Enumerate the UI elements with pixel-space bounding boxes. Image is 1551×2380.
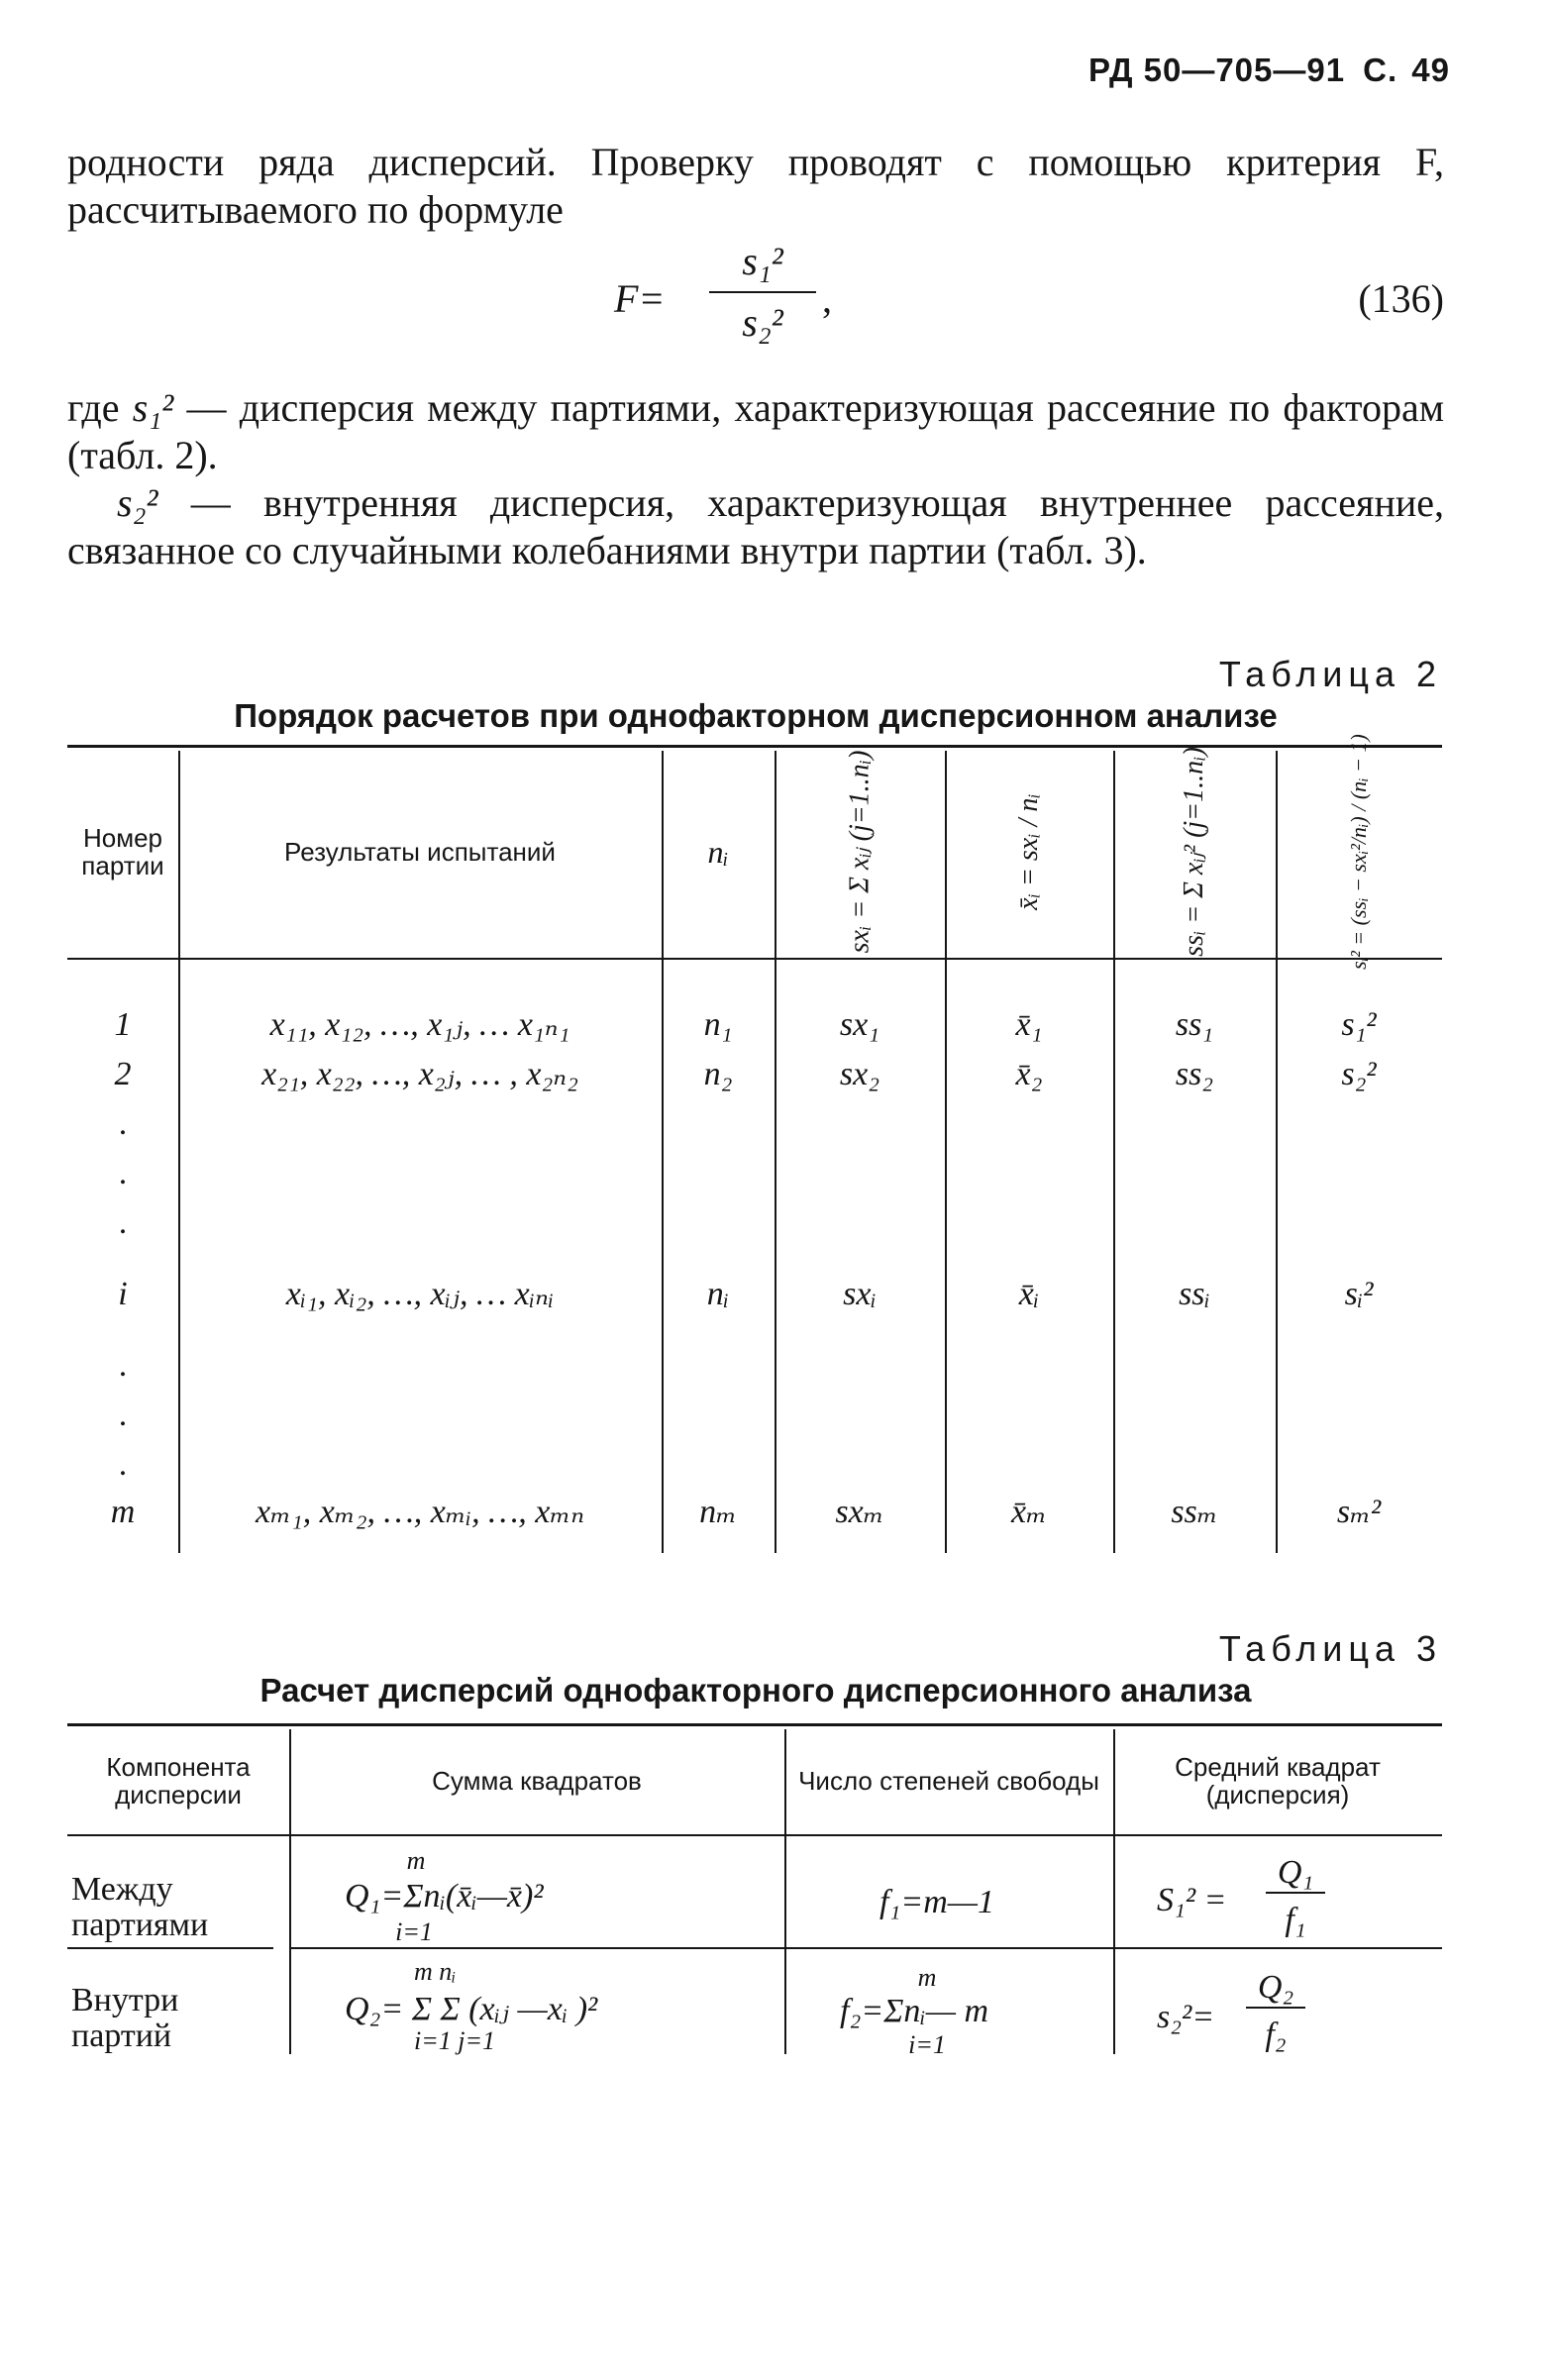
row-results [178,1391,662,1440]
table-row [67,1099,1442,1149]
table-rule [67,958,1442,960]
row-sum [775,1149,945,1198]
row-results: x₂₁, x₂₂, …, x₂ⱼ, … , x₂ₙ₂ [261,1056,578,1092]
row-index: . [118,1105,128,1142]
definition-s2 [67,479,1444,574]
table-row [67,1000,1442,1050]
equation-number: (136) [1358,276,1444,321]
dof-upper-limit: m [917,1963,937,1992]
f2-denominator: f₂ [1265,2017,1287,2053]
row-variance [1276,1341,1442,1391]
row-mean [945,1198,1113,1248]
row-sum: sxᵢ [843,1276,877,1312]
dof-lower-limit: i=1 [908,2030,946,2059]
definition-s1 [67,384,1444,479]
sum-lower-limit: i=1 [395,1917,433,1946]
header-mean [945,745,1113,958]
table-row [67,1270,1442,1319]
row-ss: ss₁ [1175,1006,1214,1043]
row-sum: sx₂ [839,1056,880,1092]
row-variance: sₘ² [1336,1494,1382,1530]
sum-upper-limit: m [406,1846,426,1875]
row-mean: x̄₂ [1015,1056,1043,1092]
row-n [662,1391,775,1440]
s2-text: — внутренняя дисперсия, характеризующая внутреннее рассеяние, связанное со случайными колебаниями внутри партии (табл. 3). [67,480,1445,572]
s2-symbol: s₂² [117,480,158,525]
row-mean [945,1149,1113,1198]
s1-text: — дисперсия между партиями, характеризующая рассеяние по факторам (табл. 2). [67,385,1445,477]
row-ss: ssᵢ [1179,1276,1210,1312]
header-sum-formula: sxᵢ = Σ xᵢⱼ (j=1..nᵢ) [844,750,876,953]
row-index: . [118,1347,128,1384]
row-within-label: Внутри партий [71,1982,179,2054]
row-variance [1276,1099,1442,1149]
table-row [67,1198,1442,1248]
row-variance [1276,1198,1442,1248]
sum-upper-limit: m nᵢ [414,1957,457,1986]
header-variance [1276,733,1442,970]
row-ss [1113,1391,1276,1440]
row-index: 2 [114,1056,132,1092]
formula-comma: , [822,276,832,321]
row-sum [775,1099,945,1149]
header-n: nᵢ [707,833,729,870]
row-ss [1113,1198,1276,1248]
row-variance: s₁² [1341,1006,1377,1043]
row-index: i [118,1276,128,1312]
row-results: xᵢ₁, xᵢ₂, …, xᵢⱼ, … xᵢₙᵢ [285,1276,555,1312]
row-ss: ssₘ [1171,1494,1218,1530]
row-results [178,1440,662,1490]
table-row [67,1440,1442,1490]
formula-lhs: F= [614,276,666,321]
row-ss: ss₂ [1175,1056,1214,1092]
table-row [67,1050,1442,1099]
header-batch-number: Номер партии [81,822,164,880]
row-results [178,1149,662,1198]
table-row [67,1149,1442,1198]
f2-formula: f₂=Σnᵢ— m [840,1993,989,2029]
q1-formula: Q₁=Σnᵢ(x̄ᵢ—x̄)² [345,1878,544,1914]
table2-label: Таблица 2 [1218,654,1442,694]
row-variance [1276,1391,1442,1440]
running-head [1071,52,1450,89]
row-ss [1113,1099,1276,1149]
q1-numerator: Q₁ [1266,1854,1325,1894]
table3-label: Таблица 3 [1218,1628,1442,1669]
row-mean [945,1391,1113,1440]
header-mean-formula: x̄ᵢ = sxᵢ / nᵢ [1013,792,1044,910]
table-row [67,1391,1442,1440]
row-variance [1276,1440,1442,1490]
sum-lower-limit: i=1 j=1 [414,2026,496,2055]
row-index: . [118,1204,128,1241]
table-row [67,1488,1442,1537]
f1-denominator: f₁ [1285,1902,1306,1938]
row-mean [945,1341,1113,1391]
row-results: x₁₁, x₁₂, …, x₁ⱼ, … x₁ₙ₁ [269,1006,570,1043]
header-results: Результаты испытаний [284,836,556,867]
s2-lhs: s₂²= [1157,1999,1215,2035]
row-index: . [118,1397,128,1433]
row-n: nₘ [699,1494,737,1530]
header-sum-of-squares: Сумма квадратов [432,1765,642,1796]
row-variance: s₂² [1341,1056,1377,1092]
row-rule [289,1947,1442,1949]
row-n: nᵢ [706,1276,730,1312]
q2-formula: Q₂= Σ Σ (xᵢⱼ —xᵢ )² [345,1991,598,2027]
row-n: n₁ [703,1006,733,1043]
s1-lhs: S₁² = [1157,1882,1227,1918]
formula-fraction [703,236,822,349]
s1-symbol: s₁² [132,385,174,430]
row-results [178,1198,662,1248]
doc-code: РД 50—705—91 [1088,52,1346,88]
header-component: Компонента дисперсии [106,1751,251,1810]
row-between-label: Между партиями [71,1871,209,1943]
header-ss [1113,745,1276,958]
page-number: 49 [1411,52,1450,88]
row-index: . [118,1155,128,1191]
row-n [662,1149,775,1198]
row-sum [775,1391,945,1440]
q2-numerator: Q₂ [1246,1969,1305,2009]
row-sum [775,1341,945,1391]
row-rule [67,1947,273,1949]
intro-paragraph: родности ряда дисперсий. Проверку проводят с помощью критерия F, рассчитываемого по формуле [67,140,1444,232]
row-mean: x̄ᵢ [1018,1276,1040,1312]
row-mean [945,1440,1113,1490]
page-prefix: С. [1363,52,1398,88]
row-variance: sᵢ² [1344,1276,1374,1312]
header-variance-formula: sᵢ² = (ssᵢ − sxᵢ²/nᵢ) / (nᵢ − 1) [1346,733,1372,970]
row-results: xₘ₁, xₘ₂, …, xₘᵢ, …, xₘₙ [255,1494,585,1530]
row-mean [945,1099,1113,1149]
row-mean: x̄₁ [1015,1006,1043,1043]
row-n [662,1440,775,1490]
fraction-bar [709,291,816,293]
row-variance [1276,1149,1442,1198]
header-sum [775,745,945,958]
table-row [67,1341,1442,1391]
header-ss-formula: ssᵢ = Σ xᵢⱼ² (j=1..nᵢ) [1179,746,1209,957]
row-sum: sx₁ [839,1006,880,1043]
header-degrees-of-freedom: Число степеней свободы [798,1765,1099,1796]
row-n [662,1099,775,1149]
row-results [178,1341,662,1391]
table2-title: Порядок расчетов при однофакторном дисперсионном анализе [234,697,1278,734]
header-mean-square: Средний квадрат (дисперсия) [1175,1751,1381,1810]
f1-formula: f₁=m—1 [879,1884,994,1920]
row-sum: sxₘ [835,1494,884,1530]
row-ss [1113,1440,1276,1490]
row-sum [775,1198,945,1248]
where-word: где [67,385,120,430]
row-n: n₂ [703,1056,733,1092]
row-index: m [110,1494,136,1530]
row-n [662,1198,775,1248]
table3-title: Расчет дисперсий однофакторного дисперсионного анализа [259,1672,1252,1708]
row-ss [1113,1149,1276,1198]
row-ss [1113,1341,1276,1391]
row-results [178,1099,662,1149]
row-index: . [118,1446,128,1483]
row-mean: x̄ₘ [1011,1494,1047,1530]
formula-numerator: s₁² [742,239,783,283]
row-index: 1 [114,1006,132,1043]
row-n [662,1341,775,1391]
formula-denominator: s₂² [742,300,783,345]
row-sum [775,1440,945,1490]
